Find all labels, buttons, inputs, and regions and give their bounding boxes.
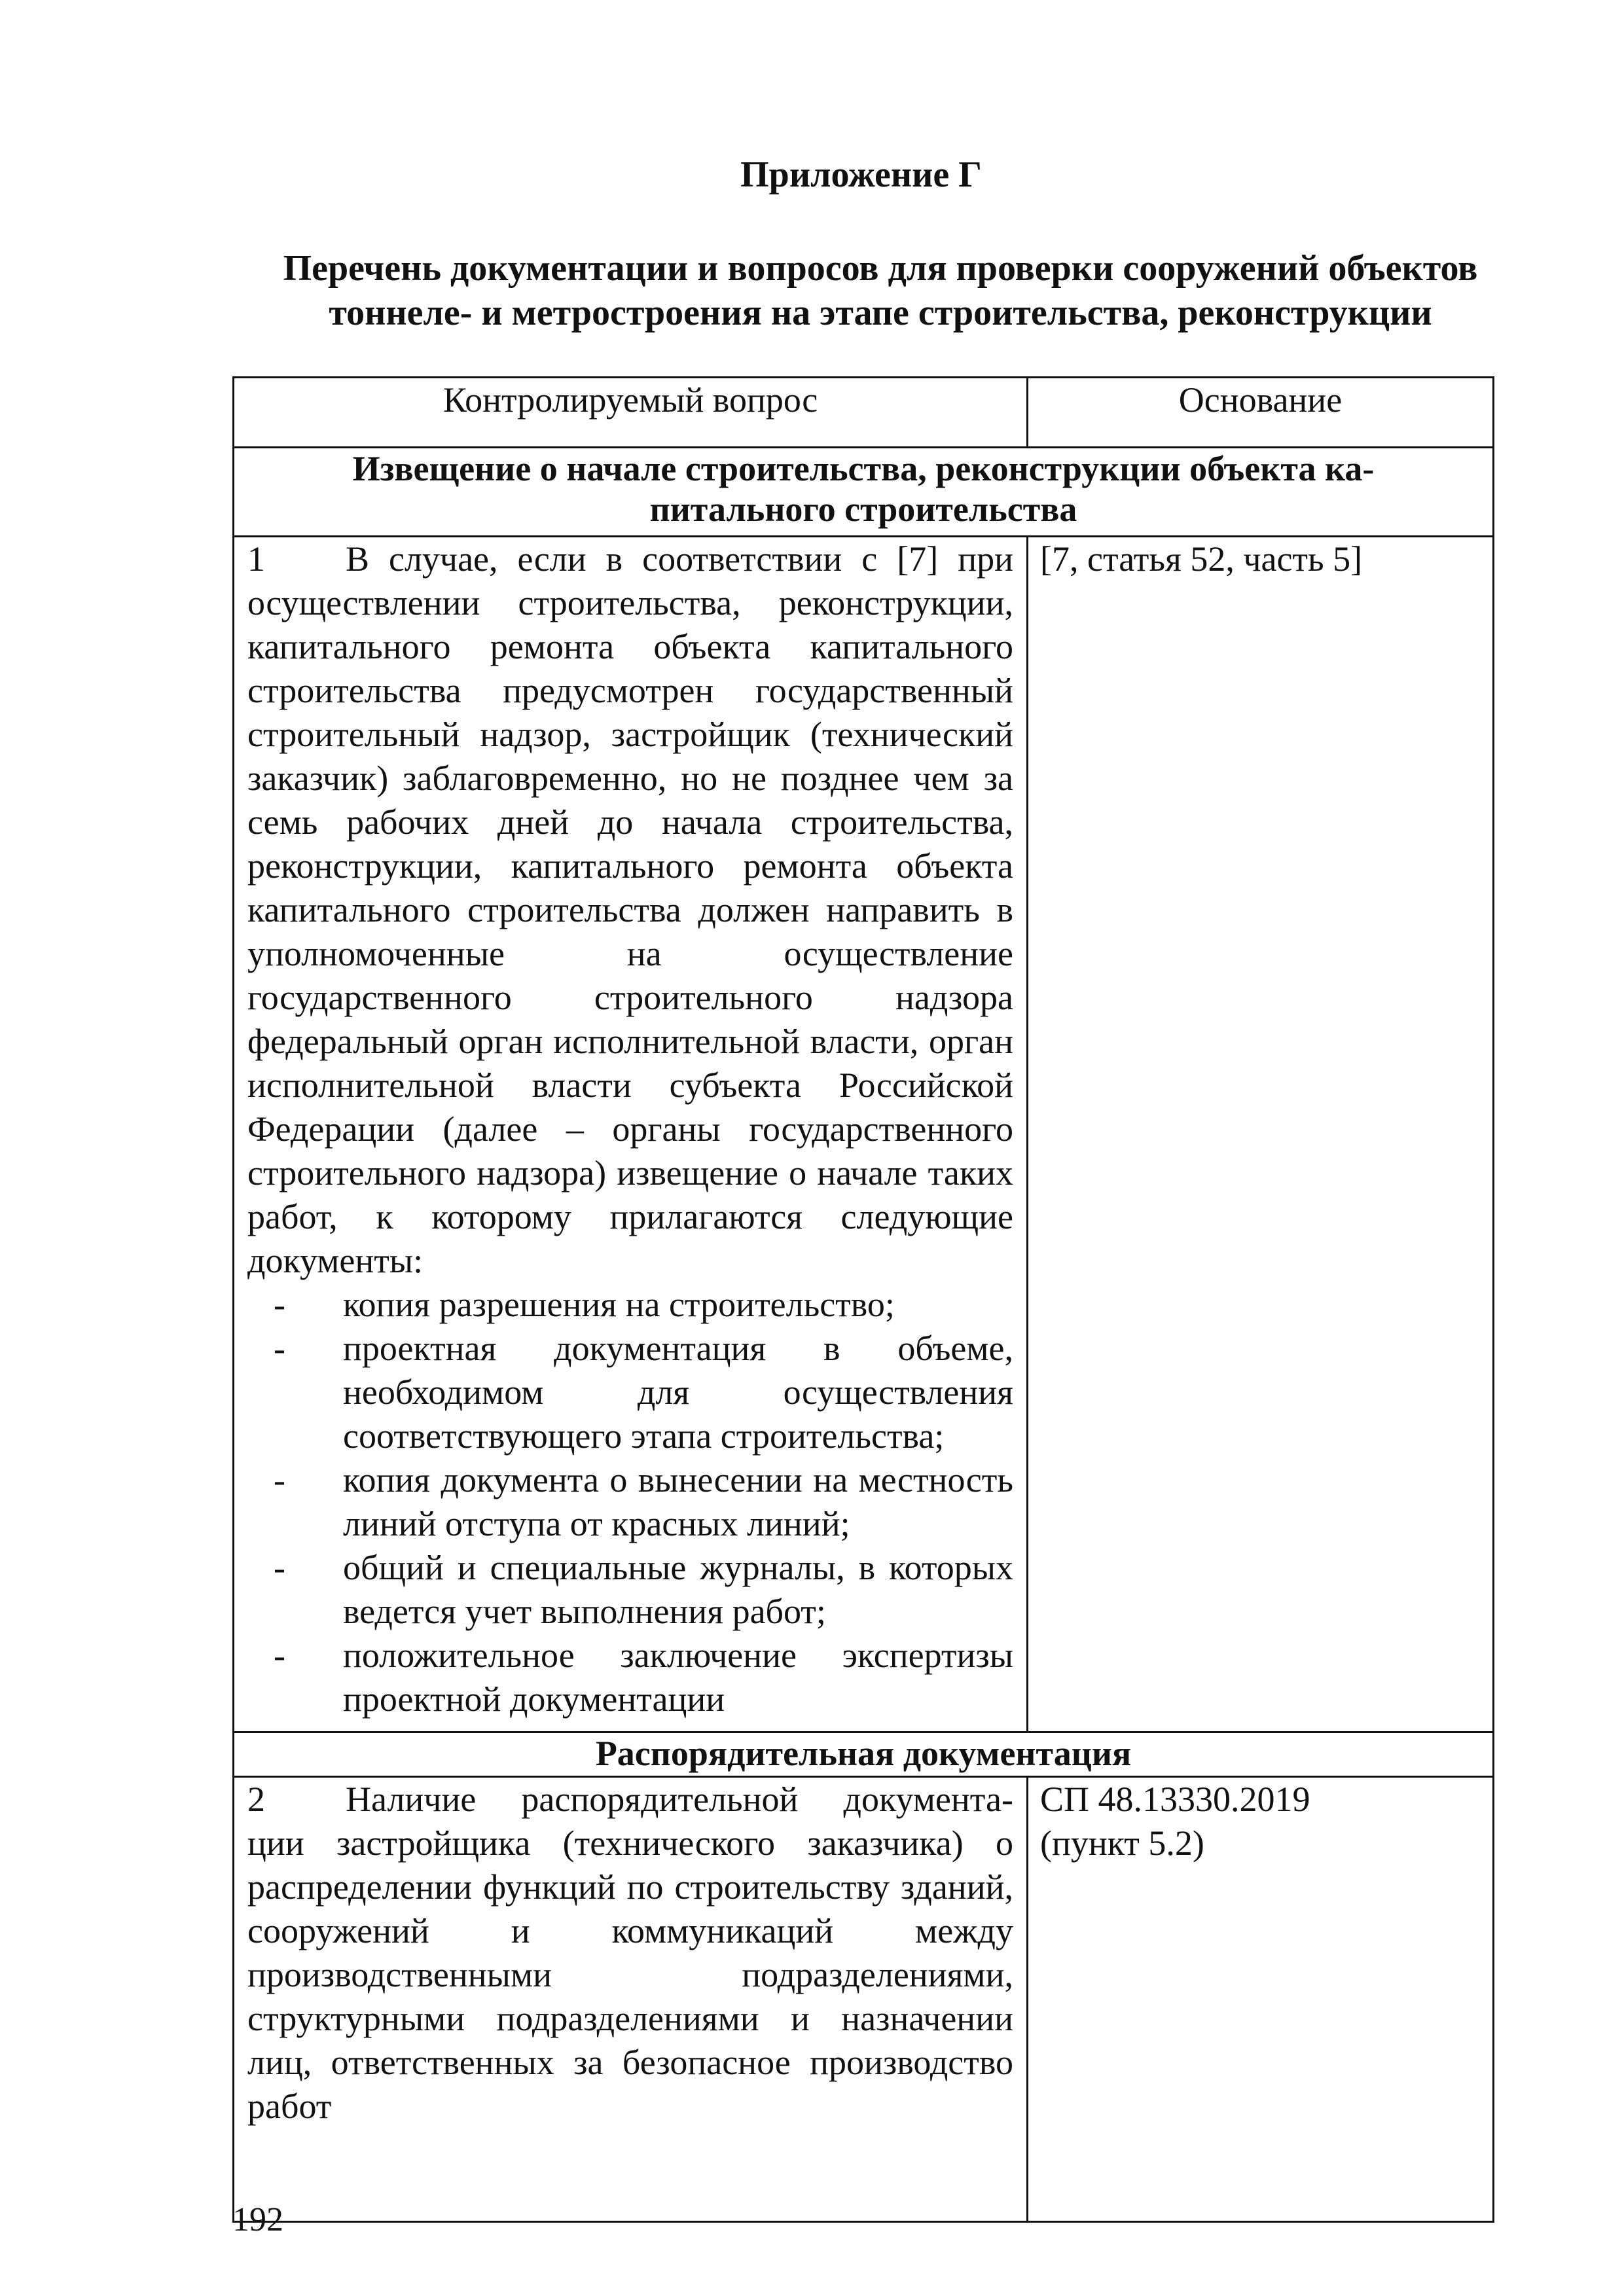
item-text-first-line: Наличие распорядительной документа-	[346, 1780, 1013, 1819]
basis-line-1: СП 48.13330.2019	[1040, 1780, 1310, 1819]
list-item	[247, 1546, 1013, 1634]
table-row	[234, 1777, 1494, 2222]
bullet-text: проектная документация в объеме, необходимом для осуществления соответствующего этапа строительства;	[343, 1329, 1013, 1456]
table-row	[234, 537, 1494, 1732]
table-header-row	[234, 378, 1494, 448]
bullet-text: общий и специальные журналы, в которых ведется учет выполнения работ;	[343, 1548, 1013, 1631]
item-number: 2	[247, 1780, 265, 1819]
bullet-mark: -	[274, 1460, 285, 1499]
basis-cell-2	[1028, 1777, 1494, 2222]
item-text: осуществлении строительства, реконструкции, капитального ремонта объекта капитального строительства предусмотрен государственный строительный надзор, застройщик (технический заказчик) заблаговременно, но не позднее чем за семь рабочих дней до начала строительства, реконструкции, капитального ремонта объекта капитального строительства должен направить в уполномоченные на осуществление государственного строительного надзора федеральный орган исполнительной власти, орган исполнительной власти субъекта Российской Федерации (далее – органы государственного строительного надзора) извещение о начале таких работ, к которому прилагаются следующие документы:	[247, 583, 1013, 1280]
bullet-mark: -	[274, 1548, 285, 1587]
question-cell-1	[234, 537, 1028, 1732]
section-title-orders: Распорядительная документация	[234, 1732, 1494, 1777]
list-item	[247, 1327, 1013, 1458]
item-text-first-line: В случае, если в соответствии с [7] при	[346, 539, 1013, 579]
header-question: Контролируемый вопрос	[234, 378, 1028, 448]
checklist-table	[232, 376, 1494, 2223]
section-row-notice	[234, 448, 1494, 537]
section-title-line-1: Извещение о начале строительства, реконструкции объекта ка-	[352, 449, 1375, 488]
bullet-mark: -	[274, 1636, 285, 1675]
bullet-mark: -	[274, 1285, 285, 1324]
item-number: 1	[247, 539, 265, 579]
bullet-text: копия документа о вынесении на местность линий отступа от красных линий;	[343, 1460, 1013, 1543]
section-title-line-2: питального строительства	[649, 490, 1077, 529]
item-text: ции застройщика (технического заказчика) о распределении функций по строительству зданий, сооружений и коммуникаций между производственными подразделениями, структурными подразделениями и назначении лиц, ответственных за безопасное производство работ	[247, 1823, 1013, 2126]
list-item	[247, 1458, 1013, 1546]
section-title-notice	[234, 448, 1494, 537]
list-item	[247, 1634, 1013, 1721]
appendix-title: Приложение Г	[740, 154, 982, 195]
list-item	[247, 1283, 1013, 1327]
section-row-orders	[234, 1732, 1494, 1777]
heading-line-2: тоннеле- и метростроения на этапе строительства, реконструкции	[329, 293, 1432, 333]
question-cell-2	[234, 1777, 1028, 2222]
bullet-text: положительное заключение экспертизы проектной документации	[343, 1636, 1013, 1719]
bullet-mark: -	[274, 1329, 285, 1368]
bullet-text: копия разрешения на строительство;	[343, 1285, 895, 1324]
header-basis: Основание	[1028, 378, 1494, 448]
basis-line-2: (пункт 5.2)	[1040, 1823, 1204, 1863]
heading-line-1: Перечень документации и вопросов для проверки сооружений объектов	[283, 248, 1478, 289]
page-number: 192	[232, 2201, 283, 2238]
basis-cell-1: [7, статья 52, часть 5]	[1028, 537, 1494, 1732]
document-heading	[232, 246, 1528, 335]
